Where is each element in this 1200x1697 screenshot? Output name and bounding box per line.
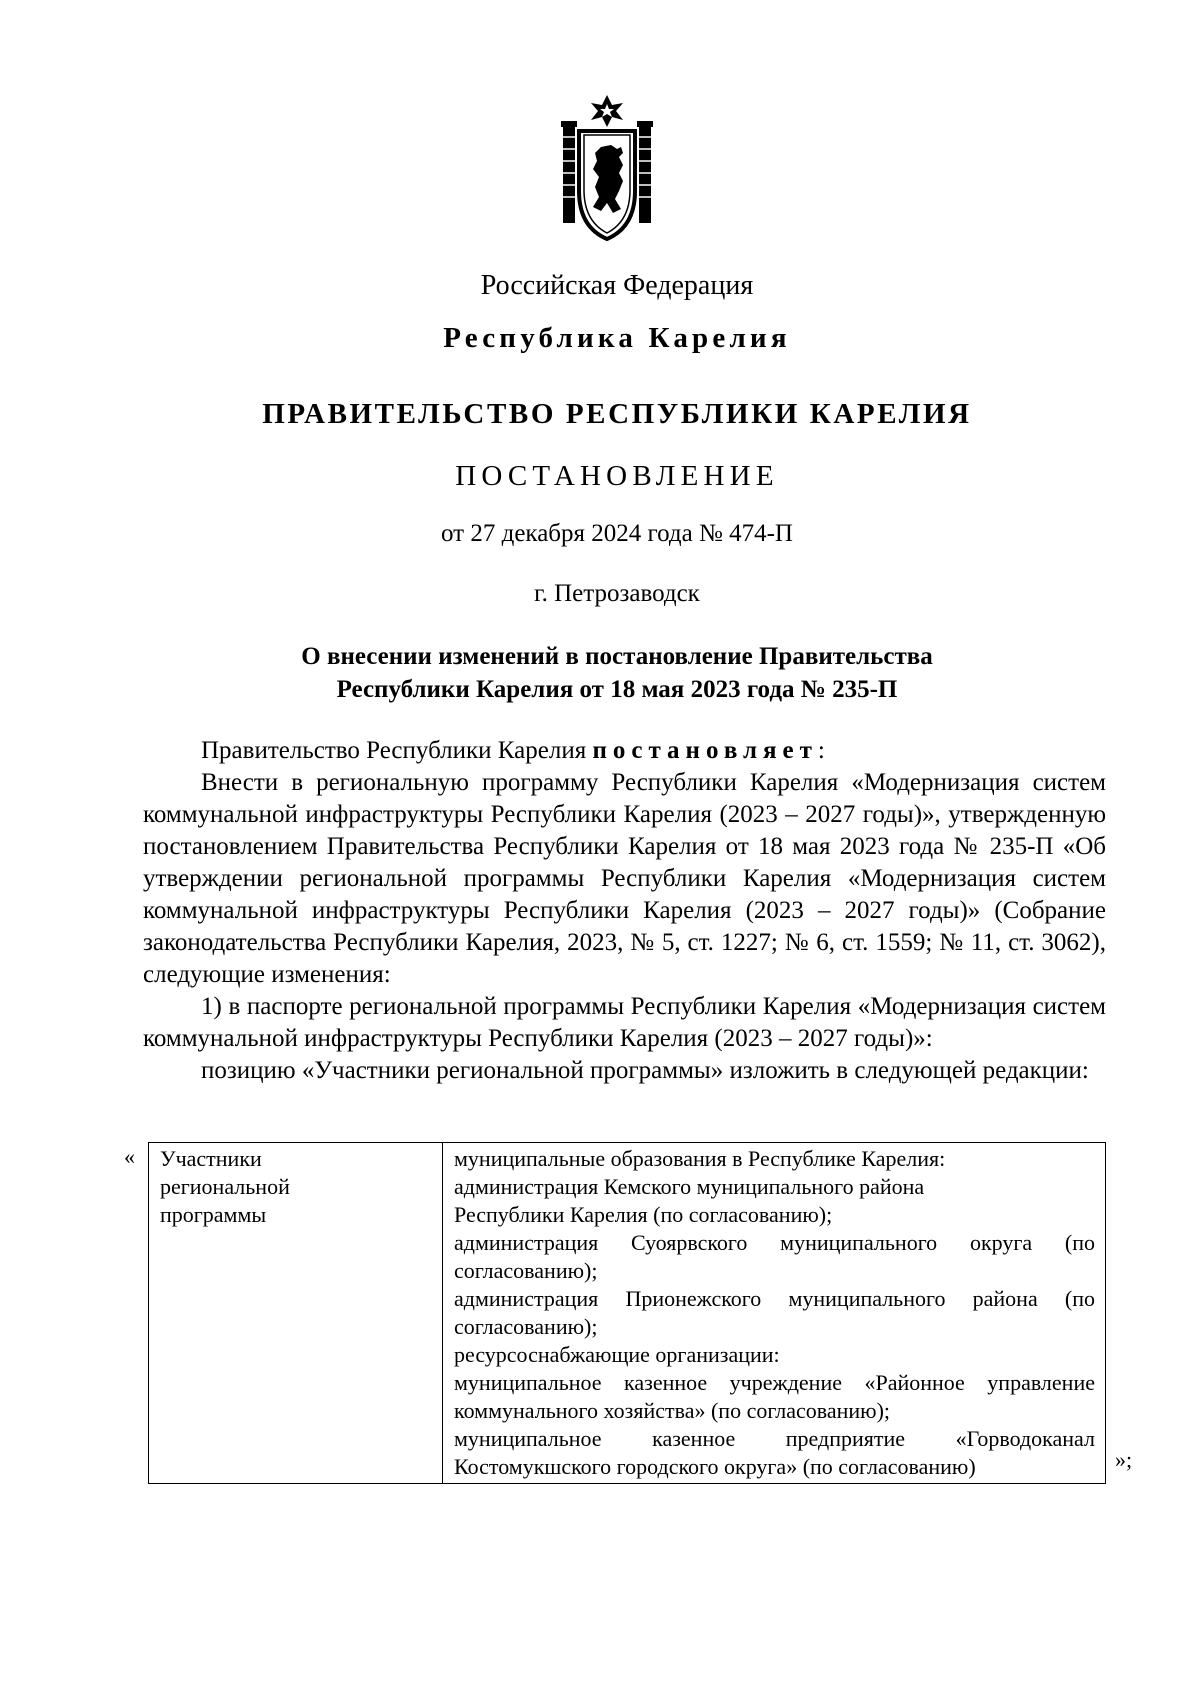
document-type: ПОСТАНОВЛЕНИЕ xyxy=(455,460,779,492)
document-body xyxy=(143,735,1106,1087)
label-line: Участники xyxy=(160,1146,262,1171)
body-paragraph: 1) в паспорте региональной программы Республики Карелия «Модернизация систем коммунальной инфраструктуры Республики Карелия (2023 – 2027 годы)»: xyxy=(143,993,1106,1052)
document-title xyxy=(0,640,1200,706)
body-paragraph: Внести в региональную программу Республики Карелия «Модернизация систем коммунальной инфраструктуры Республики Карелия (2023 – 2027 годы)», утвержденную постановлением Правительства Республики Карелия от 18 мая 2023 года № 235-П «Об утверждении региональной программы Республики Карелия «Модернизация систем коммунальной инфраструктуры Республики Карелия (2023 – 2027 годы)» (Собрание законодательства Республики Карелия, 2023, № 5, ст. 1227; № 6, ст. 1559; № 11, ст. 3062), следующие изменения: xyxy=(143,769,1106,988)
table-cell-value xyxy=(443,1143,1106,1484)
value-line: муниципальное казенное учреждение «Районное управление коммунального хозяйства» (по согласованию); xyxy=(454,1370,1095,1423)
country-name: Российская Федерация xyxy=(480,270,754,301)
value-line: Республики Карелия (по согласованию); xyxy=(454,1202,833,1227)
coat-of-arms-emblem xyxy=(561,95,653,243)
intro-prefix: Правительство Республики Карелия xyxy=(201,737,593,764)
republic-name: Республика Карелия xyxy=(443,322,791,354)
intro-decree-word: постановляет xyxy=(592,737,818,764)
value-line: администрация Суоярвского муниципального округа (по согласованию); xyxy=(454,1230,1095,1283)
value-line: муниципальные образования в Республике Карелия: xyxy=(454,1146,946,1171)
value-line: муниципальное казенное предприятие «Горводоканал Костомукшского городского округа» (по согласованию) xyxy=(454,1426,1095,1479)
label-line: программы xyxy=(160,1202,267,1227)
table-cell-label xyxy=(149,1143,443,1484)
document-title-line: Республики Карелия от 18 мая 2023 года № 235-П xyxy=(336,676,898,703)
value-line: ресурсоснабжающие организации: xyxy=(454,1342,780,1367)
quote-close: »; xyxy=(1115,1447,1133,1472)
document-title-line: О внесении изменений в постановление Правительства xyxy=(301,643,933,670)
body-paragraph: позицию «Участники региональной программы» изложить в следующей редакции: xyxy=(201,1057,1089,1084)
value-line: администрация Кемского муниципального района xyxy=(454,1174,925,1199)
document-date-number: от 27 декабря 2024 года № 474-П xyxy=(441,520,793,547)
intro-suffix: : xyxy=(817,737,825,764)
government-name: ПРАВИТЕЛЬСТВО РЕСПУБЛИКИ КАРЕЛИЯ xyxy=(262,398,972,430)
participants-table xyxy=(148,1142,1106,1484)
quote-open: « xyxy=(124,1144,135,1169)
intro-paragraph xyxy=(143,735,1106,767)
document-city: г. Петрозаводск xyxy=(534,580,700,607)
table-row xyxy=(149,1143,1106,1484)
label-line: региональной xyxy=(160,1174,290,1199)
value-line: администрация Прионежского муниципального района (по согласованию); xyxy=(454,1286,1095,1339)
